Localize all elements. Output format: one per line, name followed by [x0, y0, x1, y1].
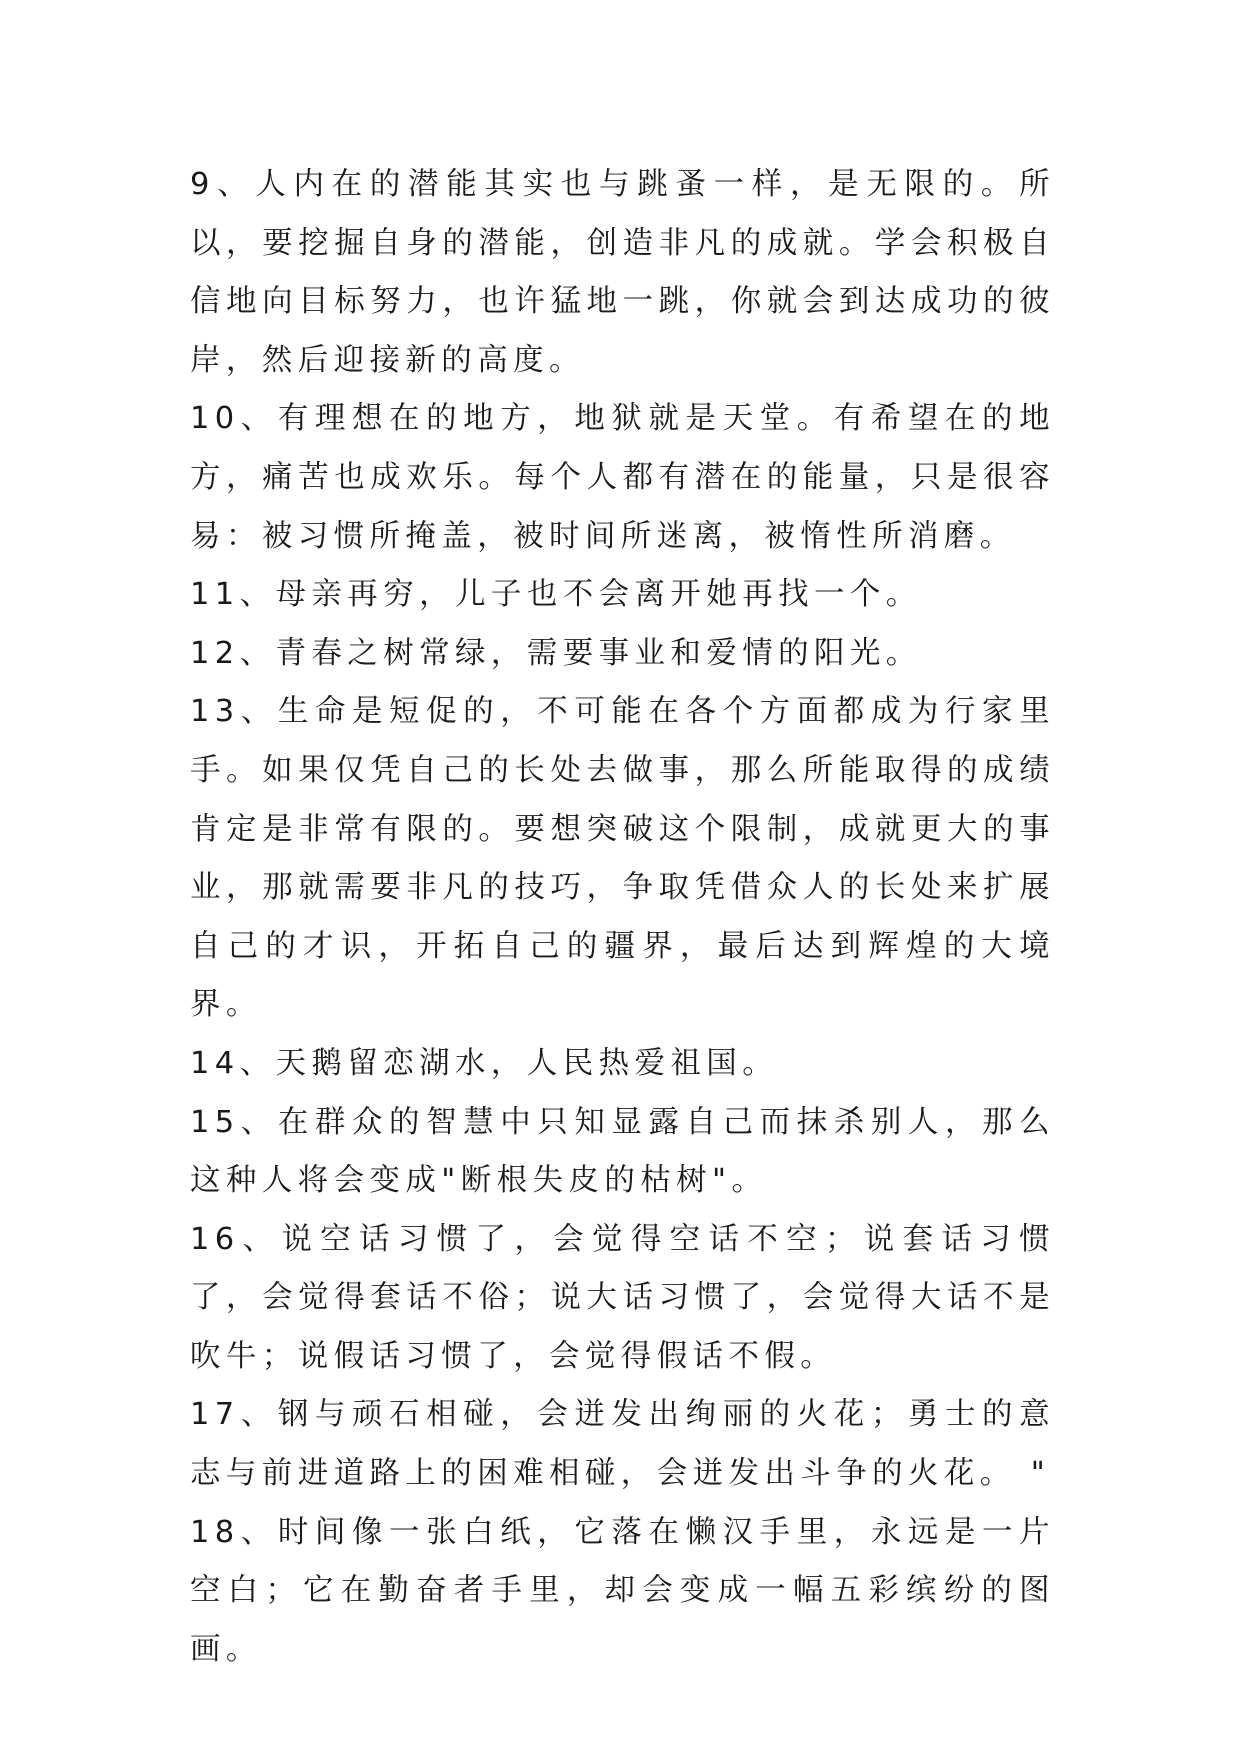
quote-paragraph-10: 10、有理想在的地方，地狱就是天堂。有希望在的地方，痛苦也成欢乐。每个人都有潜在的能量，只是很容易：被习惯所掩盖，被时间所迷离，被惰性所消磨。 — [190, 401, 1055, 554]
quote-paragraph-15: 15、在群众的智慧中只知显露自己而抹杀别人，那么这种人将会变成"断根失皮的枯树"。 — [190, 1104, 1055, 1199]
quote-paragraph-16: 16、说空话习惯了，会觉得空话不空；说套话习惯了，会觉得套话不俗；说大话习惯了，会觉得大话不是吹牛；说假话习惯了，会觉得假话不假。 — [190, 1221, 1055, 1374]
quote-paragraph-12: 12、青春之树常绿，需要事业和爱情的阳光。 — [190, 635, 922, 671]
quote-paragraph-14: 14、天鹅留恋湖水，人民热爱祖国。 — [190, 1045, 779, 1081]
quote-paragraph-18: 18、时间像一张白纸，它落在懒汉手里，永远是一片空白；它在勤奋者手里，却会变成一幅五彩缤纷的图画。 — [190, 1514, 1055, 1667]
quote-paragraph-9: 9、人内在的潜能其实也与跳蚤一样，是无限的。所以，要挖掘自身的潜能，创造非凡的成就。学会积极自信地向目标努力，也许猛地一跳，你就会到达成功的彼岸，然后迎接新的高度。 — [190, 167, 1055, 378]
quote-paragraph-11: 11、母亲再穷，儿子也不会离开她再找一个。 — [190, 577, 922, 613]
quote-paragraph-13: 13、生命是短促的，不可能在各个方面都成为行家里手。如果仅凭自己的长处去做事，那么所能取得的成绩肯定是非常有限的。要想突破这个限制，成就更大的事业，那就需要非凡的技巧，争取凭借众人的长处来扩展自己的才识，开拓自己的疆界，最后达到辉煌的大境界。 — [190, 694, 1055, 1023]
quote-paragraph-17: 17、钢与顽石相碰，会迸发出绚丽的火花；勇士的意志与前进道路上的困难相碰，会迸发出斗争的火花。 " — [190, 1397, 1055, 1492]
document-body — [190, 156, 1055, 1679]
